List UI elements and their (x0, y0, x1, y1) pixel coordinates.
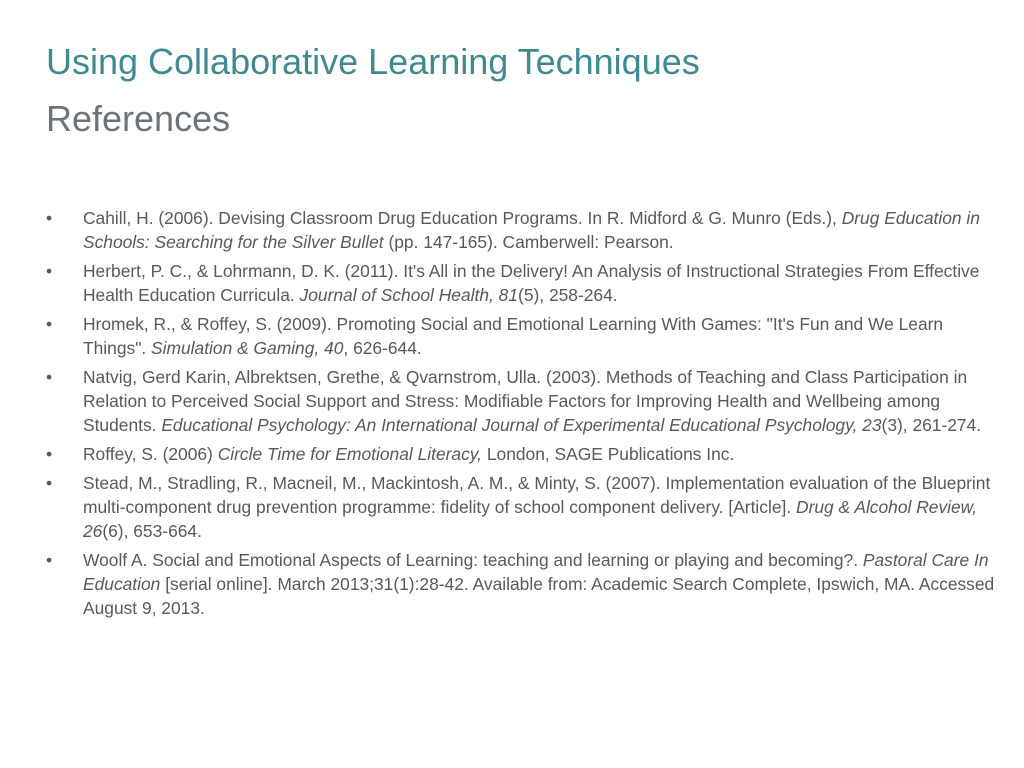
reference-text: Hromek, R., & Roffey, S. (2009). Promoting Social and Emotional Learning With Games: "It's Fun and We Learn Things". (83, 314, 944, 358)
bullet: • (46, 208, 53, 228)
reference-text: Herbert, P. C., & Lohrmann, D. K. (2011). It's All in the Delivery! An Analysis of Instructional Strategies From Effective Health Education Curricula. (83, 261, 980, 305)
reference-item (46, 471, 996, 543)
reference-text: Cahill, H. (2006). Devising Classroom Drug Education Programs. In R. Midford & G. Munro (Eds.), (83, 208, 842, 228)
reference-source: Educational Psychology: An International Journal of Experimental Educational Psychology, 23 (161, 415, 882, 435)
reference-details: , 626-644. (343, 338, 422, 358)
reference-item (46, 312, 996, 360)
bullet: • (46, 550, 53, 570)
reference-item (46, 206, 996, 254)
reference-item (46, 365, 996, 437)
reference-details: (5), 258-264. (518, 285, 618, 305)
slide-subtitle: References (46, 98, 231, 139)
reference-text: Stead, M., Stradling, R., Macneil, M., Mackintosh, A. M., & Minty, S. (2007). Implementation evaluation of the Blueprint multi-component drug prevention programme: fidelity of school component delivery. [Article]. (83, 473, 991, 517)
reference-text: Roffey, S. (2006) (83, 444, 218, 464)
reference-list (46, 206, 996, 625)
reference-source: Journal of School Health, 81 (299, 285, 519, 305)
bullet: • (46, 444, 53, 464)
reference-details: (3), 261-274. (881, 415, 982, 435)
reference-source: Simulation & Gaming, 40 (151, 338, 344, 358)
slide-title: Using Collaborative Learning Techniques (46, 41, 700, 82)
reference-details: (6), 653-664. (102, 521, 202, 541)
reference-text: Natvig, Gerd Karin, Albrektsen, Grethe, & Qvarnstrom, Ulla. (2003). Methods of Teaching and Class Participation in Relation to Perceived Social Support and Stress: Modifiable Factors for Improving Health and Wellbeing among Students. (83, 367, 968, 435)
reference-source: Drug Education in Schools: Searching for the Silver Bullet (83, 208, 980, 252)
reference-text: Woolf A. Social and Emotional Aspects of Learning: teaching and learning or playing and becoming?. (83, 550, 863, 570)
reference-source: Pastoral Care In Education (83, 550, 989, 594)
reference-details: London, SAGE Publications Inc. (482, 444, 735, 464)
reference-source: Drug & Alcohol Review, 26 (83, 497, 978, 541)
reference-details: [serial online]. March 2013;31(1):28-42. Available from: Academic Search Complete, Ipswich, MA. Accessed August 9, 2013. (83, 574, 995, 618)
bullet: • (46, 473, 53, 493)
reference-item (46, 442, 996, 466)
bullet: • (46, 367, 53, 387)
reference-source: Circle Time for Emotional Literacy, (217, 444, 483, 464)
reference-item (46, 548, 996, 620)
bullet: • (46, 261, 53, 281)
bullet: • (46, 314, 53, 334)
reference-details: (pp. 147-165). Camberwell: Pearson. (383, 232, 674, 252)
reference-item (46, 259, 996, 307)
